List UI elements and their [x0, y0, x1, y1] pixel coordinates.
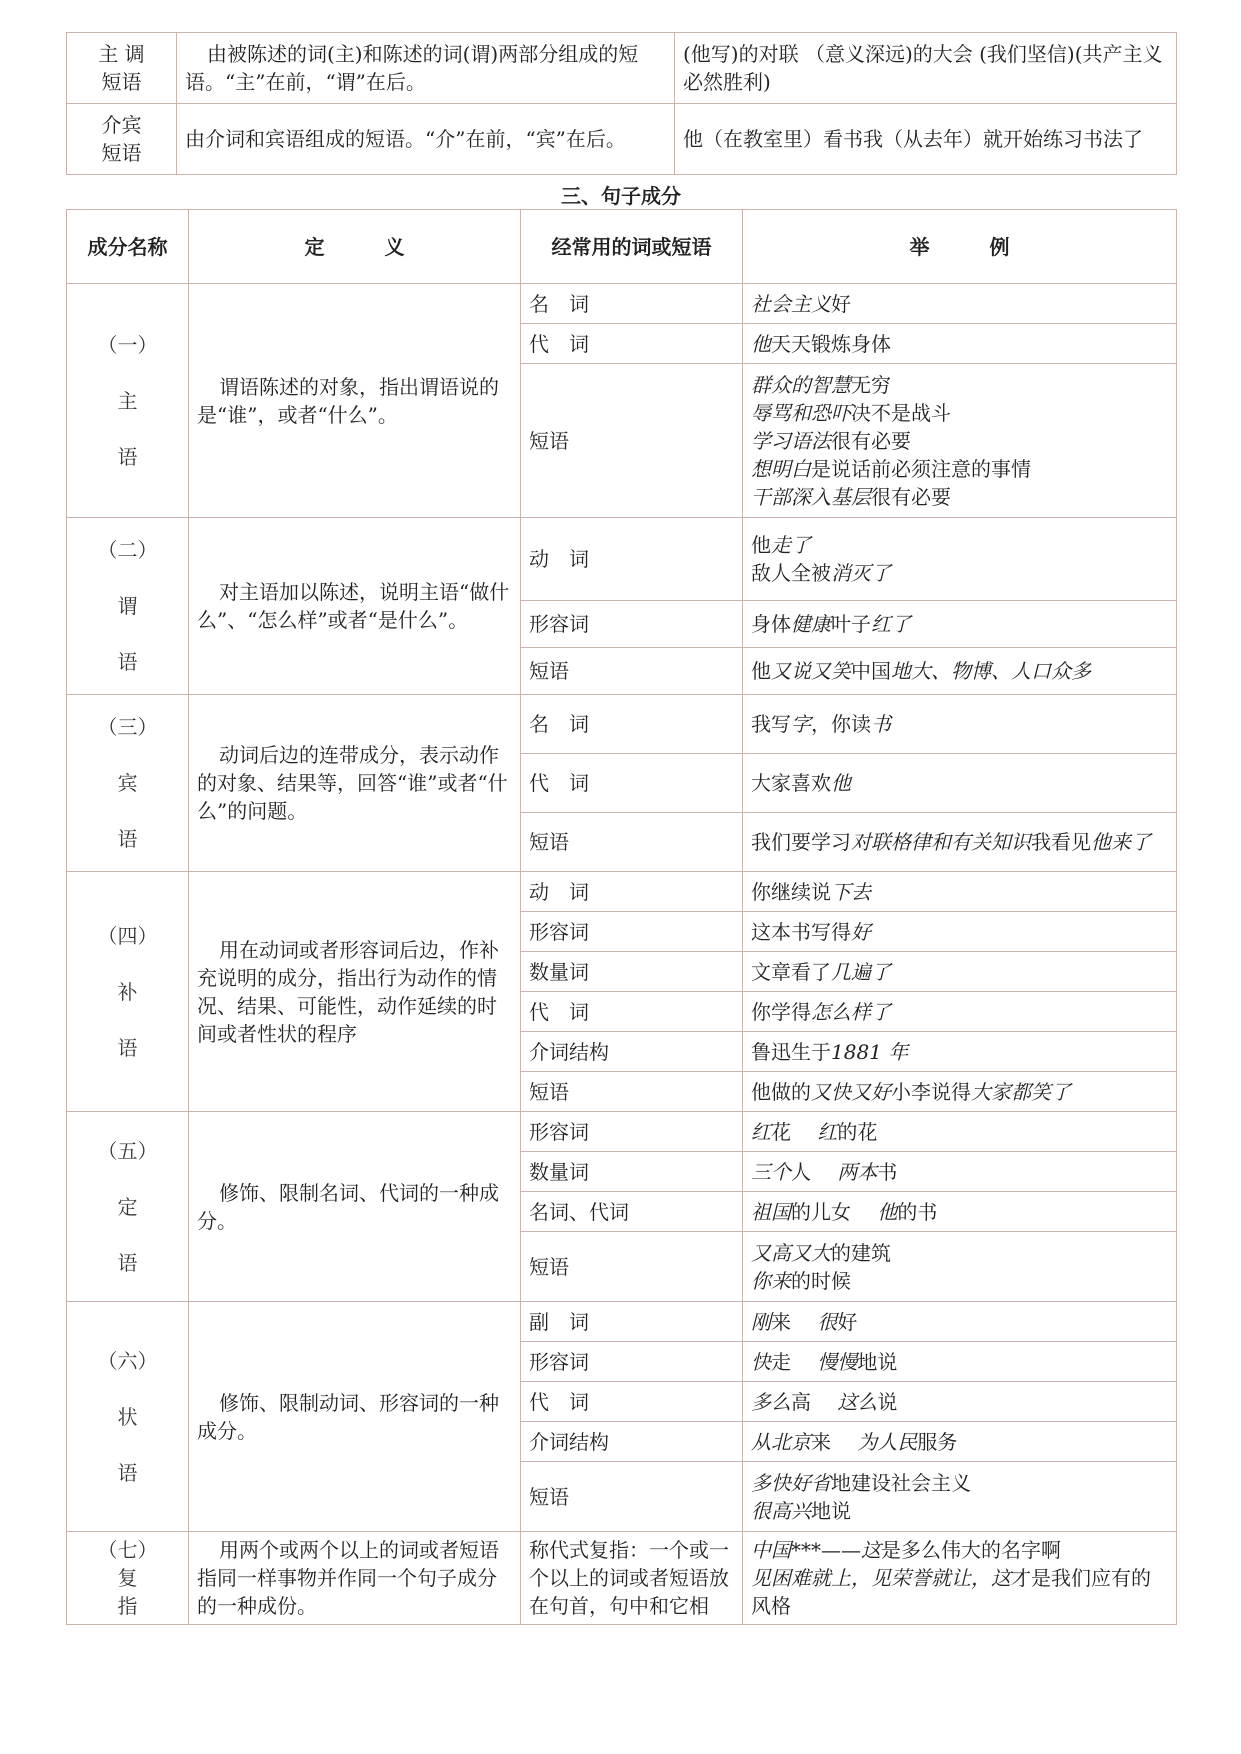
- word-type: 代 词: [521, 1382, 743, 1422]
- word-type: 数量词: [521, 1152, 743, 1192]
- example-text: 我看见: [1031, 830, 1091, 854]
- example-highlight: 刚: [751, 1309, 771, 1334]
- word-type: 动 词: [521, 872, 743, 912]
- component-definition: 修饰、限制名词、代词的一种成分。: [189, 1112, 521, 1302]
- example-text: ，你读: [811, 712, 871, 736]
- example-cell: [743, 1462, 1177, 1532]
- example-line: [751, 828, 1168, 856]
- example-cell: [743, 324, 1177, 364]
- example-text: 叶子: [831, 611, 871, 636]
- component-name-line: （二）: [97, 538, 158, 562]
- example-highlight: 三个: [751, 1159, 791, 1184]
- phrase-definition: 由介词和宾语组成的短语。“介”在前，“宾”在后。: [177, 104, 675, 175]
- example-highlight: 下去: [831, 879, 871, 904]
- example-line: [751, 290, 1168, 318]
- component-name: [67, 1302, 189, 1532]
- word-type: 短语: [521, 813, 743, 872]
- example-highlight: 中国***——这: [751, 1538, 881, 1562]
- example-text: 的书: [897, 1199, 938, 1224]
- example-text: 无穷: [851, 372, 891, 397]
- example-highlight: 好: [851, 919, 871, 944]
- word-type: 介词结构: [521, 1422, 743, 1462]
- example-highlight: 书: [871, 712, 891, 736]
- example-line: [751, 1564, 1168, 1620]
- example-highlight: 你来: [751, 1268, 791, 1293]
- example-line: [751, 399, 1168, 427]
- example-highlight: 红了: [871, 611, 911, 636]
- example-line: [751, 878, 1168, 906]
- component-name-line: 主: [117, 388, 138, 413]
- component-name-line: （五）: [97, 1138, 158, 1163]
- example-text: 是说话前必须注意的事情: [811, 456, 1031, 481]
- phrase-name: [67, 104, 177, 175]
- component-name-line: （一）: [97, 332, 158, 357]
- component-definition: 对主语加以陈述，说明主语“做什么”、“怎么样”或者“是什么”。: [189, 518, 521, 695]
- example-text: 他做的: [751, 1079, 811, 1104]
- header-example: 举 例: [743, 210, 1177, 284]
- word-type: 短语: [521, 1072, 743, 1112]
- component-name-line: 复: [117, 1566, 138, 1590]
- word-type: 介词结构: [521, 1032, 743, 1072]
- example-cell: [743, 1112, 1177, 1152]
- example-highlight: 辱骂和恐吓: [751, 400, 851, 425]
- header-name: 成分名称: [67, 210, 189, 284]
- example-highlight: 为人民: [857, 1429, 918, 1454]
- component-name-line: 语: [117, 444, 138, 469]
- example-cell: [743, 1532, 1177, 1625]
- component-name-line: 语: [117, 650, 138, 674]
- example-highlight: 想明白: [751, 456, 811, 481]
- example-text: 身体: [751, 611, 791, 636]
- word-type: 形容词: [521, 1112, 743, 1152]
- example-text: 他: [751, 532, 771, 557]
- example-line: [751, 559, 1168, 587]
- word-type: 代 词: [521, 324, 743, 364]
- example-highlight: 字: [791, 712, 811, 736]
- example-highlight: 多么: [751, 1389, 791, 1414]
- example-line: [751, 371, 1168, 399]
- example-cell: [743, 952, 1177, 992]
- component-name-line: 语: [117, 827, 138, 851]
- component-row: [67, 518, 1177, 601]
- component-row: [67, 1112, 1177, 1152]
- example-cell: [743, 992, 1177, 1032]
- example-highlight: 很高兴: [751, 1498, 811, 1523]
- example-text: 地说: [811, 1498, 851, 1523]
- example-line: [751, 531, 1168, 559]
- phrase-name-line: 介宾: [101, 113, 142, 137]
- example-highlight: 对联格律和有关知识: [851, 830, 1031, 854]
- example-line: [751, 610, 1168, 638]
- example-cell: [743, 1072, 1177, 1112]
- example-highlight: 1881 年: [831, 1039, 909, 1064]
- word-type: 名 词: [521, 695, 743, 754]
- example-line: [751, 1469, 1168, 1497]
- phrase-example: (他写)的对联 （意义深远)的大会 (我们坚信)(共产主义必然胜利): [675, 33, 1177, 104]
- example-highlight: 很: [817, 1309, 838, 1334]
- phrase-name-line: 短语: [101, 141, 142, 165]
- example-line: [751, 958, 1168, 986]
- component-name: [67, 1112, 189, 1302]
- example-text: 的花: [837, 1119, 878, 1144]
- component-row: [67, 284, 1177, 324]
- example-text: 说: [877, 1389, 898, 1414]
- component-name-line: 语: [117, 1035, 138, 1060]
- word-type: 短语: [521, 364, 743, 518]
- component-name: [67, 284, 189, 518]
- example-highlight: 他: [751, 331, 771, 356]
- component-definition: 修饰、限制动词、形容词的一种成分。: [189, 1302, 521, 1532]
- example-line: [751, 1308, 1168, 1336]
- header-type: 经常用的词或短语: [521, 210, 743, 284]
- example-line: [751, 998, 1168, 1026]
- example-cell: [743, 872, 1177, 912]
- example-line: [751, 427, 1168, 455]
- example-highlight: 干部深入基层: [751, 484, 871, 509]
- component-row: [67, 1532, 1177, 1625]
- example-highlight: 又快又好: [811, 1079, 891, 1104]
- phrase-name-line: 主 调: [98, 42, 145, 66]
- example-text: 书: [877, 1159, 898, 1184]
- example-cell: [743, 1232, 1177, 1302]
- example-text: 决不是战斗: [851, 400, 951, 425]
- example-line: [751, 1198, 1168, 1226]
- component-name-line: 宾: [117, 771, 138, 795]
- example-line: [751, 483, 1168, 511]
- example-line: [751, 1428, 1168, 1456]
- example-highlight: 他: [831, 771, 851, 795]
- example-text: 服务: [917, 1429, 958, 1454]
- example-cell: [743, 1342, 1177, 1382]
- example-highlight: 从北京: [751, 1429, 811, 1454]
- phrase-name: [67, 33, 177, 104]
- example-text: 天天锻炼身体: [771, 331, 891, 356]
- example-highlight: 又说又笑: [771, 658, 851, 683]
- phrase-table: [66, 32, 1177, 175]
- word-type: 数量词: [521, 952, 743, 992]
- component-name: [67, 1532, 189, 1625]
- word-type: 形容词: [521, 912, 743, 952]
- example-text: 的儿女: [791, 1199, 878, 1224]
- example-highlight: 地大、物博、人口众多: [891, 658, 1091, 683]
- section-title: 三、句子成分: [561, 184, 681, 208]
- component-definition: 动词后边的连带成分，表示动作的对象、结果等，回答“谁”或者“什么”的问题。: [189, 695, 521, 872]
- phrase-example: 他（在教室里）看书我（从去年）就开始练习书法了: [675, 104, 1177, 175]
- example-highlight: 他来了: [1091, 830, 1151, 854]
- component-name: [67, 872, 189, 1112]
- example-text: 我们要学习: [751, 830, 851, 854]
- example-highlight: 两本: [837, 1159, 878, 1184]
- example-highlight: 健康: [791, 611, 831, 636]
- example-text: 敌人全被: [751, 560, 831, 585]
- example-highlight: 他: [877, 1199, 898, 1224]
- example-text: 来: [811, 1429, 858, 1454]
- example-cell: [743, 1152, 1177, 1192]
- component-row: [67, 695, 1177, 754]
- example-text: 小李说得: [891, 1079, 971, 1104]
- component-name-line: 指: [117, 1594, 138, 1618]
- example-line: [751, 1536, 1168, 1564]
- component-row: [67, 1302, 1177, 1342]
- example-text: 中国: [851, 658, 891, 683]
- example-text: 人: [791, 1159, 838, 1184]
- example-text: 是多么伟大的名字啊: [881, 1538, 1061, 1562]
- example-text: 好: [837, 1309, 858, 1334]
- phrase-row: [67, 33, 1177, 104]
- example-text: 你继续说: [751, 879, 831, 904]
- example-highlight: 大家都笑了: [971, 1079, 1071, 1104]
- example-highlight: 又高又大: [751, 1240, 831, 1265]
- example-text: 你学得: [751, 999, 811, 1024]
- example-line: [751, 1239, 1168, 1267]
- example-line: [751, 1038, 1168, 1066]
- example-highlight: 快: [751, 1349, 771, 1374]
- header-definition: 定 义: [189, 210, 521, 284]
- example-text: 的建筑: [831, 1240, 891, 1265]
- example-text: 地说: [857, 1349, 898, 1374]
- word-type: 形容词: [521, 600, 743, 647]
- example-text: 的时候: [791, 1268, 851, 1293]
- example-cell: [743, 1032, 1177, 1072]
- example-text: 地建设社会主义: [831, 1470, 971, 1495]
- example-text: 我写: [751, 712, 791, 736]
- example-cell: [743, 1192, 1177, 1232]
- example-line: [751, 769, 1168, 797]
- example-text: 才是我们应有的风格: [751, 1566, 1151, 1618]
- example-line: [751, 455, 1168, 483]
- example-line: [751, 330, 1168, 358]
- example-text: 文章看了: [751, 959, 831, 984]
- component-name-line: 补: [117, 979, 138, 1004]
- component-name-line: （七）: [97, 1538, 158, 1562]
- example-highlight: 学习语法: [751, 428, 831, 453]
- example-line: [751, 1348, 1168, 1376]
- word-type: 代 词: [521, 754, 743, 813]
- component-row: [67, 872, 1177, 912]
- example-line: [751, 710, 1168, 738]
- example-line: [751, 657, 1168, 685]
- phrase-row: [67, 104, 1177, 175]
- component-name-line: （四）: [97, 923, 158, 948]
- example-cell: [743, 1422, 1177, 1462]
- example-cell: [743, 813, 1177, 872]
- example-line: [751, 1118, 1168, 1146]
- example-highlight: 怎么样了: [811, 999, 891, 1024]
- component-name: [67, 518, 189, 695]
- phrase-name-line: 短语: [101, 70, 142, 94]
- word-type: 短语: [521, 1232, 743, 1302]
- example-line: [751, 1267, 1168, 1295]
- component-name-line: 语: [117, 1250, 138, 1275]
- word-type: 短语: [521, 647, 743, 694]
- component-name-line: 状: [117, 1404, 138, 1429]
- example-highlight: 红: [751, 1119, 771, 1144]
- example-text: 鲁迅生于: [751, 1039, 831, 1064]
- example-text: 高: [791, 1389, 838, 1414]
- example-line: [751, 1158, 1168, 1186]
- component-name-line: 谓: [117, 594, 138, 618]
- component-name-line: （六）: [97, 1348, 158, 1373]
- example-highlight: 多快好省: [751, 1470, 831, 1495]
- example-line: [751, 1388, 1168, 1416]
- example-highlight: 群众的智慧: [751, 372, 851, 397]
- component-name-line: 定: [117, 1194, 138, 1219]
- example-cell: [743, 600, 1177, 647]
- word-type: 短语: [521, 1462, 743, 1532]
- example-text: 很有必要: [831, 428, 911, 453]
- component-definition: 用两个或两个以上的词或者短语指同一样事物并作同一个句子成分的一种成份。: [189, 1532, 521, 1625]
- component-name-line: （三）: [97, 715, 158, 739]
- example-cell: [743, 364, 1177, 518]
- example-text: 好: [831, 291, 851, 316]
- example-line: [751, 1497, 1168, 1525]
- word-type: 称代式复指：一个或一个以上的词或者短语放在句首，句中和它相: [521, 1532, 743, 1625]
- word-type: 形容词: [521, 1342, 743, 1382]
- example-cell: [743, 912, 1177, 952]
- word-type: 名 词: [521, 284, 743, 324]
- component-definition: 谓语陈述的对象，指出谓语说的是“谁”，或者“什么”。: [189, 284, 521, 518]
- example-text: 花: [771, 1119, 818, 1144]
- component-name: [67, 695, 189, 872]
- example-highlight: 这么: [837, 1389, 878, 1414]
- example-cell: [743, 1382, 1177, 1422]
- word-type: 副 词: [521, 1302, 743, 1342]
- example-text: 大家喜欢: [751, 771, 831, 795]
- example-highlight: 走了: [771, 532, 811, 557]
- example-text: 他: [751, 658, 771, 683]
- example-highlight: 见困难就上，见荣誉就让，这: [751, 1566, 1011, 1590]
- example-highlight: 几遍了: [831, 959, 891, 984]
- example-highlight: 消灭了: [831, 560, 891, 585]
- example-text: 这本书写得: [751, 919, 851, 944]
- sentence-components-table: [66, 209, 1177, 1625]
- word-type: 名词、代词: [521, 1192, 743, 1232]
- example-highlight: 红: [817, 1119, 838, 1144]
- example-highlight: 慢慢: [817, 1349, 858, 1374]
- example-text: 来: [771, 1309, 818, 1334]
- component-definition: 用在动词或者形容词后边，作补充说明的成分，指出行为动作的情况、结果、可能性，动作延续的时间或者性状的程序: [189, 872, 521, 1112]
- word-type: 代 词: [521, 992, 743, 1032]
- example-highlight: 社会主义: [751, 291, 831, 316]
- phrase-definition: 由被陈述的词(主)和陈述的词(谓)两部分组成的短语。“主”在前，“谓”在后。: [177, 33, 675, 104]
- example-cell: [743, 1302, 1177, 1342]
- example-cell: [743, 754, 1177, 813]
- example-line: [751, 1078, 1168, 1106]
- example-text: 很有必要: [871, 484, 951, 509]
- example-highlight: 祖国: [751, 1199, 791, 1224]
- example-line: [751, 918, 1168, 946]
- example-cell: [743, 647, 1177, 694]
- example-cell: [743, 518, 1177, 601]
- word-type: 动 词: [521, 518, 743, 601]
- component-name-line: 语: [117, 1460, 138, 1485]
- example-text: 走: [771, 1349, 818, 1374]
- example-cell: [743, 695, 1177, 754]
- example-cell: [743, 284, 1177, 324]
- header-row: [67, 210, 1177, 284]
